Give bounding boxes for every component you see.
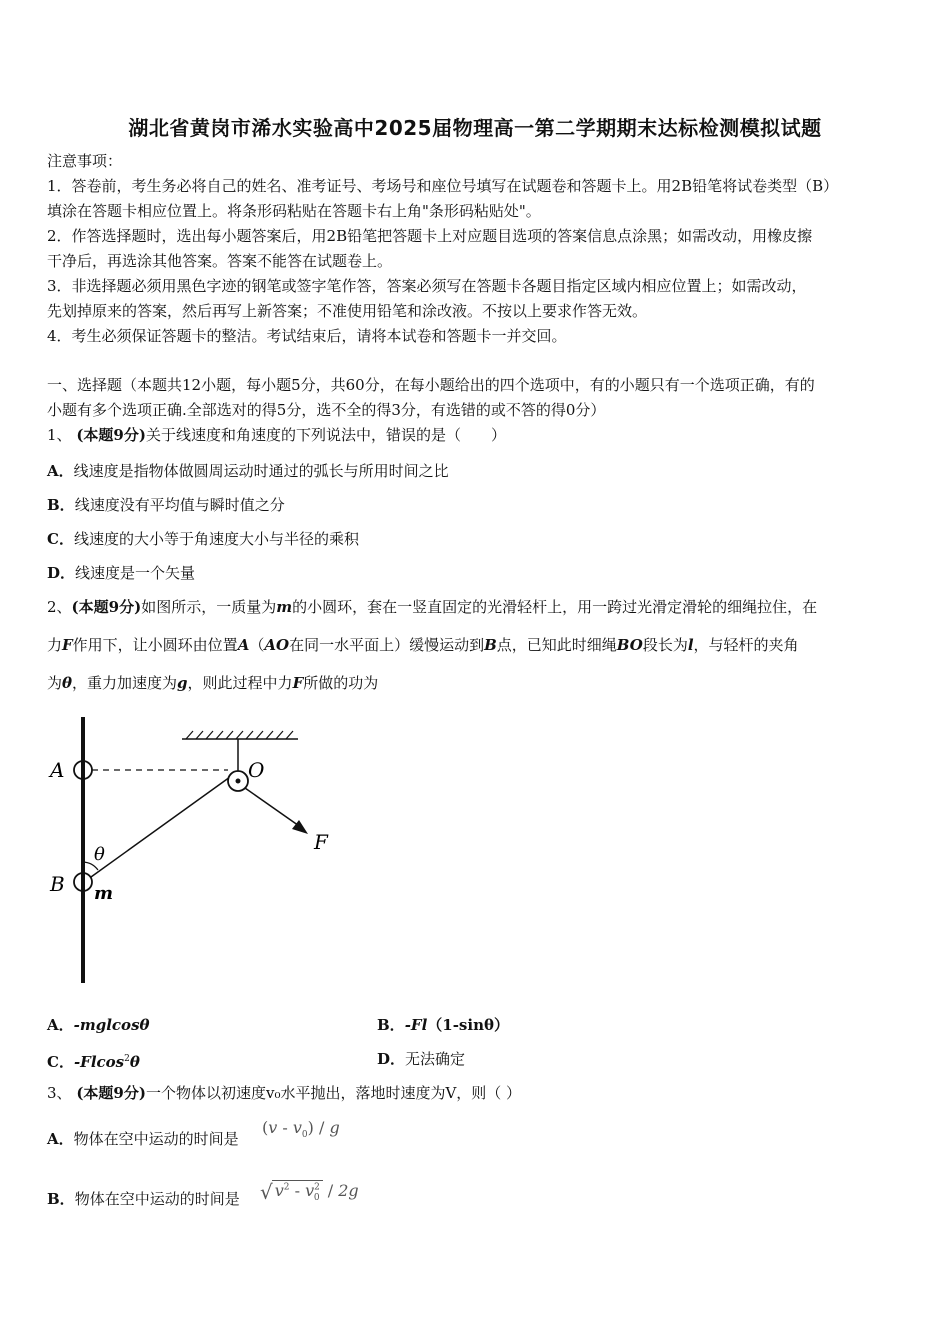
option-text: -mglcosθ — [73, 1016, 150, 1034]
option-a[interactable] — [47, 460, 449, 482]
symbol-F: F — [62, 636, 73, 654]
pulley-diagram — [40, 705, 360, 995]
option-text: -Flcos — [73, 1053, 125, 1071]
formula-part: ) — [307, 1118, 314, 1137]
question-3-stem — [47, 1082, 521, 1104]
formula-part: 0 — [301, 1130, 308, 1141]
question-text: 为 — [47, 674, 63, 692]
formula-part: v — [305, 1181, 315, 1200]
formula-part: g — [329, 1118, 340, 1137]
sqrt-icon: √ — [260, 1180, 273, 1204]
formula-part: 2g — [338, 1181, 359, 1200]
option-label: C． — [47, 1053, 74, 1071]
option-label: B． — [47, 1190, 75, 1208]
question-text: 如图所示，一质量为 — [141, 598, 277, 616]
notice-line: 2．作答选择题时，选出每小题答案后，用2B铅笔把答题卡上对应题目选项的答案信息点涂黑；如需改动，用橡皮擦 — [47, 227, 813, 245]
option-label: B． — [47, 496, 75, 514]
symbol-m: m — [276, 598, 293, 616]
ceiling-hatch — [186, 731, 293, 739]
label-m: m — [94, 883, 114, 904]
question-text: ，重力加速度为 — [72, 674, 178, 692]
formula-part: 2 — [283, 1182, 290, 1193]
notice-line: 干净后，再选涂其他答案。答案不能答在试题卷上。 — [47, 252, 393, 270]
question-1-stem — [47, 424, 506, 446]
formula-time-b — [260, 1180, 359, 1204]
page-title: 湖北省黄岗市浠水实验高中2025届物理高一第二学期期末达标检测模拟试题 — [128, 116, 822, 140]
question-text: （ — [249, 636, 265, 654]
question-number: 2、 — [47, 598, 72, 616]
label-A: A — [50, 758, 65, 782]
label-F: F — [314, 830, 328, 854]
option-text: 物体在空中运动的时间是 — [74, 1190, 240, 1208]
question-text: ，则此过程中力 — [187, 674, 293, 692]
option-b[interactable] — [47, 494, 285, 516]
formula-part: - — [277, 1118, 293, 1137]
option-b[interactable] — [47, 1188, 240, 1210]
notice-line: 3．非选择题必须用黑色字迹的钢笔或签字笔作答，答案必须写在答题卡各题目指定区域内相应位置上；如需改动， — [47, 277, 807, 295]
rope-BO — [91, 777, 230, 877]
question-text: 在同一水平面上）缓慢运动到 — [289, 636, 485, 654]
option-text: 线速度是一个矢量 — [75, 564, 196, 582]
option-text: 线速度没有平均值与瞬时值之分 — [74, 496, 285, 514]
symbol-BO: BO — [616, 636, 643, 654]
option-c[interactable] — [47, 528, 359, 550]
question-text: 所做的功为 — [303, 674, 379, 692]
rope-OF — [245, 788, 302, 828]
option-label: B． — [377, 1016, 405, 1034]
symbol-AO: AO — [264, 636, 290, 654]
label-theta: θ — [94, 844, 105, 865]
question-points: (本题9分) — [76, 426, 146, 444]
symbol-B: B — [484, 636, 497, 654]
formula-part: 2 — [314, 1182, 320, 1193]
symbol-A: A — [237, 636, 250, 654]
question-number: 3、 — [47, 1084, 72, 1102]
notice-line: 先划掉原来的答案，然后再写上新答案；不准使用铅笔和涂改液。不按以上要求作答无效。 — [47, 302, 648, 320]
option-label: D． — [47, 564, 76, 582]
formula-part: / — [313, 1118, 330, 1137]
option-d[interactable] — [377, 1048, 465, 1070]
label-O: O — [248, 758, 265, 782]
option-text: 物体在空中运动的时间是 — [73, 1130, 239, 1148]
option-text: 线速度是指物体做圆周运动时通过的弧长与所用时间之比 — [73, 462, 449, 480]
option-a[interactable] — [47, 1014, 150, 1036]
question-text: 作用下，让小圆环由位置 — [72, 636, 238, 654]
question-text: 力 — [47, 636, 63, 654]
option-label: A． — [47, 1016, 74, 1034]
notice-line: 1．答卷前，考生务必将自己的姓名、准考证号、考场号和座位号填写在试题卷和答题卡上。用2B铅笔将试卷类型（B） — [47, 177, 839, 195]
formula-part: v — [268, 1118, 278, 1137]
question-text: 一个物体以初速度v₀水平抛出，落地时速度为V，则（ ） — [145, 1084, 522, 1102]
symbol-theta: θ — [62, 674, 73, 692]
question-text: 关于线速度和角速度的下列说法中，错误的是（ ） — [145, 426, 506, 444]
question-number: 1、 — [47, 426, 72, 444]
option-label: A． — [47, 1130, 74, 1148]
option-text: -Fl — [404, 1016, 428, 1034]
question-points: (本题9分) — [71, 598, 142, 616]
symbol-F: F — [292, 674, 304, 692]
pulley-axle — [236, 779, 241, 784]
option-b[interactable] — [377, 1014, 509, 1036]
question-text: 点，已知此时细绳 — [496, 636, 617, 654]
option-label: A． — [47, 462, 74, 480]
question-2-stem-line1 — [47, 596, 817, 618]
formula-part: 0 — [313, 1193, 320, 1204]
option-text: 无法确定 — [405, 1050, 466, 1068]
symbol-l: l — [687, 636, 694, 654]
option-d[interactable] — [47, 562, 195, 584]
question-2-stem-line3 — [47, 672, 378, 694]
notice-heading: 注意事项： — [47, 152, 123, 170]
option-text: 线速度的大小等于角速度大小与半径的乘积 — [73, 530, 359, 548]
notice-line: 4．考生必须保证答题卡的整洁。考试结束后，请将本试卷和答题卡一并交回。 — [47, 327, 567, 345]
notice-line: 填涂在答题卡相应位置上。将条形码粘贴在答题卡右上角"条形码粘贴处"。 — [47, 202, 541, 220]
symbol-g: g — [177, 674, 188, 692]
option-a[interactable] — [47, 1128, 239, 1150]
question-text: ，与轻杆的夹角 — [693, 636, 799, 654]
question-text: 段长为 — [642, 636, 688, 654]
formula-part: / — [322, 1181, 339, 1200]
option-label: C． — [47, 530, 74, 548]
question-2-stem-line2 — [47, 634, 799, 656]
option-c[interactable] — [47, 1048, 140, 1073]
formula-part: - — [289, 1181, 306, 1200]
option-text: （1-sinθ） — [427, 1016, 509, 1034]
question-text: 的小圆环，套在一竖直固定的光滑轻杆上，用一跨过光滑定滑轮的细绳拉住，在 — [292, 598, 818, 616]
question-points: (本题9分) — [76, 1084, 146, 1102]
section-heading: 一、选择题（本题共12小题，每小题5分，共60分，在每小题给出的四个选项中，有的小题只有一个选项正确，有的 — [47, 376, 815, 394]
option-label: D． — [377, 1050, 406, 1068]
formula-part: ( — [262, 1118, 269, 1137]
formula-part: v — [292, 1118, 302, 1137]
formula-part: v — [274, 1181, 284, 1200]
option-text: θ — [129, 1053, 140, 1071]
section-heading: 小题有多个选项正确.全部选对的得5分，选不全的得3分，有选错的或不答的得0分） — [47, 401, 606, 419]
label-B: B — [50, 872, 65, 896]
sqrt-radicand — [272, 1180, 323, 1203]
superscript: 2 — [124, 1054, 130, 1064]
formula-time-a — [262, 1118, 340, 1140]
